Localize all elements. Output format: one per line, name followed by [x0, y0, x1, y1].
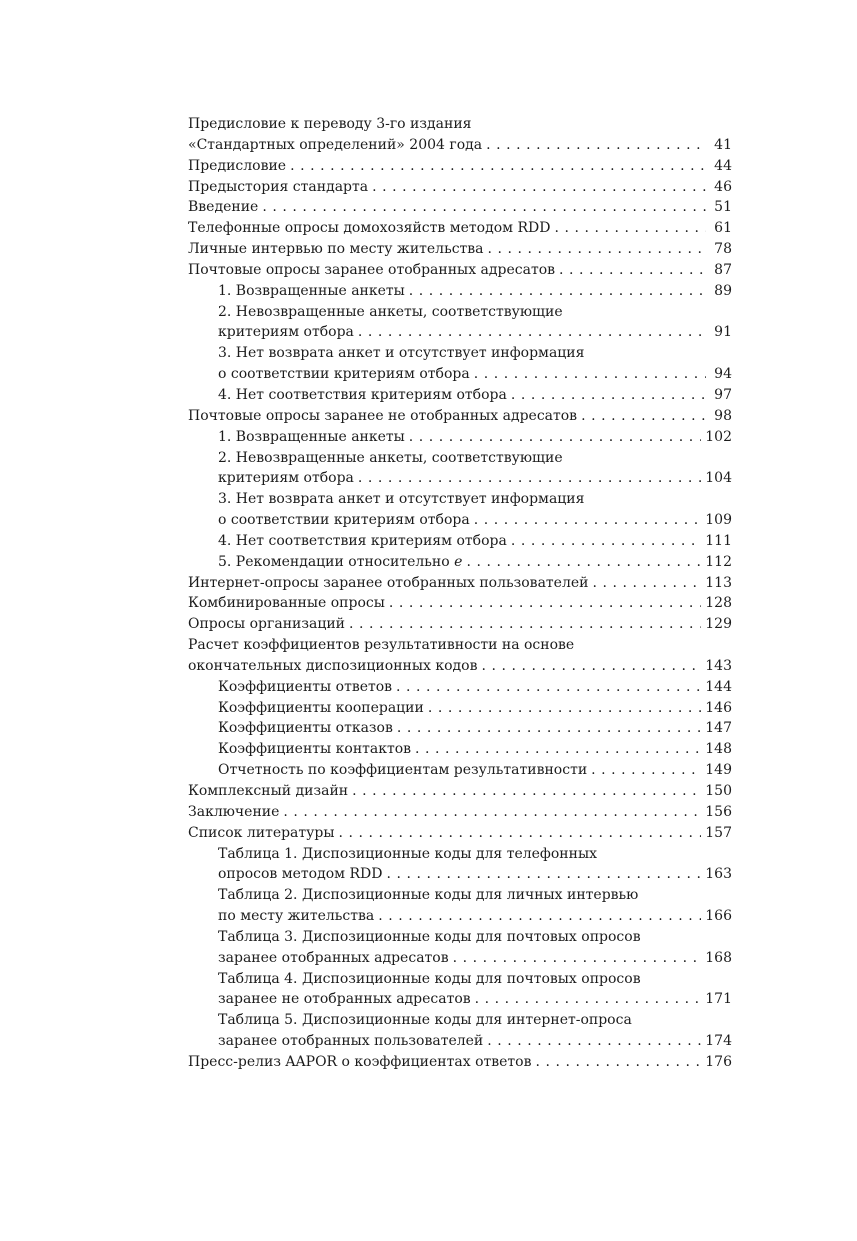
toc-entry-title-line: 2. Невозвращенные анкеты, соответствующие	[218, 303, 563, 320]
page-number: 128	[705, 595, 732, 612]
toc-entry-title	[188, 781, 348, 802]
toc-entry[interactable]	[188, 531, 732, 552]
toc-entry[interactable]	[188, 635, 732, 677]
page-number: 98	[714, 407, 732, 424]
toc-entry-row	[218, 1031, 732, 1052]
dot-leader	[559, 260, 706, 281]
toc-entry-title	[218, 698, 424, 719]
page-number: 97	[714, 386, 732, 403]
toc-entry-title	[218, 281, 405, 302]
toc-entry[interactable]	[188, 385, 732, 406]
toc-entry[interactable]	[188, 489, 732, 531]
toc-entry-title-text: Коэффициенты контактов	[218, 741, 412, 758]
toc-entry-title	[218, 364, 470, 385]
toc-entry-title	[188, 614, 345, 635]
toc-entry-title	[218, 510, 470, 531]
dot-leader	[428, 698, 701, 719]
toc-entry-title	[188, 177, 368, 198]
toc-entry-row	[218, 739, 732, 760]
page-number: 41	[714, 136, 732, 153]
dot-leader	[358, 322, 706, 343]
toc-entry-title-text: Отчетность по коэффициентам результативности	[218, 762, 588, 779]
toc-entry[interactable]	[188, 927, 732, 969]
toc-entry[interactable]	[188, 1052, 732, 1073]
dot-leader	[592, 573, 701, 594]
toc-entry-title	[218, 760, 587, 781]
page-number: 157	[705, 824, 732, 841]
toc-entry-title	[188, 197, 258, 218]
toc-entry-title-line: Предисловие к переводу 3-го издания	[188, 116, 472, 132]
toc-entry[interactable]	[188, 448, 732, 490]
toc-entry-title	[188, 135, 482, 156]
page-number: 144	[705, 678, 732, 695]
toc-entry-row	[218, 322, 732, 343]
dot-leader	[487, 1031, 701, 1052]
toc-entry-title-italic: e	[454, 553, 463, 570]
toc-entry-title	[218, 718, 393, 739]
dot-leader	[554, 218, 706, 239]
toc-entry-title-text: заранее отобранных пользователей	[218, 1033, 484, 1050]
dot-leader	[262, 197, 706, 218]
toc-entry[interactable]	[188, 614, 732, 635]
page-number: 91	[714, 324, 732, 341]
toc-entry-row	[218, 531, 732, 552]
toc-entry-row	[218, 677, 732, 698]
toc-entry-title	[218, 948, 449, 969]
page-number: 46	[714, 178, 732, 195]
dot-leader	[358, 468, 701, 489]
toc-entry-row	[218, 385, 732, 406]
toc-entry-title-text: 1. Возвращенные анкеты	[218, 282, 405, 299]
toc-entry[interactable]	[188, 802, 732, 823]
toc-entry-title-text: Коэффициенты отказов	[218, 720, 393, 737]
toc-entry[interactable]	[188, 844, 732, 886]
dot-leader	[488, 239, 706, 260]
toc-entry[interactable]	[188, 760, 732, 781]
toc-entry-title	[218, 322, 354, 343]
toc-entry[interactable]	[188, 573, 732, 594]
toc-entry-title	[218, 427, 405, 448]
page-number: 61	[714, 220, 732, 237]
toc-entry-title-line: Таблица 3. Диспозиционные коды для почтовых опросов	[218, 928, 641, 945]
dot-leader	[339, 823, 702, 844]
toc-entry-title-text: критериям отбора	[218, 470, 354, 487]
page-number: 143	[705, 657, 732, 674]
toc-entry[interactable]	[188, 177, 732, 198]
dot-leader	[372, 177, 706, 198]
toc-entry-row	[188, 406, 732, 427]
toc-entry-title-text: опросов методом RDD	[218, 866, 383, 883]
toc-entry-title-text: 4. Нет соответствия критериям отбора	[218, 532, 507, 549]
toc-entry-title	[188, 573, 588, 594]
toc-entry-title-line: Таблица 2. Диспозиционные коды для личных интервью	[218, 887, 639, 904]
toc-entry-title-text: 5. Рекомендации относительно	[218, 553, 455, 570]
toc-entry-title	[218, 906, 374, 927]
page-number: 104	[705, 470, 732, 487]
toc-entry-title	[188, 406, 577, 427]
toc-entry-title-text: Комбинированные опросы	[188, 595, 385, 612]
page-number: 44	[714, 157, 732, 174]
toc-entry[interactable]	[188, 885, 732, 927]
toc-entry[interactable]	[188, 718, 732, 739]
toc-entry-title	[188, 1052, 531, 1073]
toc-entry-title-text: Личные интервью по месту жительства	[188, 241, 484, 258]
toc-entry-title	[218, 739, 411, 760]
page-number: 129	[705, 616, 732, 633]
toc-entry-title-line: Таблица 4. Диспозиционные коды для почтовых опросов	[218, 970, 641, 987]
toc-entry-row	[218, 427, 732, 448]
toc-entry-title-text: Коэффициенты ответов	[218, 678, 393, 695]
toc-entry-title-text: Заключение	[188, 803, 280, 820]
toc-entry[interactable]	[188, 156, 732, 177]
page-number: 168	[705, 949, 732, 966]
toc-entry-row	[188, 781, 732, 802]
toc-entry-title	[188, 593, 385, 614]
toc-entry-row	[218, 760, 732, 781]
page-number: 109	[705, 512, 732, 529]
toc-entry-row	[218, 552, 732, 573]
toc-entry-title	[188, 802, 279, 823]
toc-entry-row	[218, 989, 732, 1010]
dot-leader	[481, 656, 701, 677]
dot-leader	[581, 406, 706, 427]
dot-leader	[283, 802, 701, 823]
page-number: 102	[705, 428, 732, 445]
dot-leader	[378, 906, 701, 927]
toc-entry-row	[188, 573, 732, 594]
toc-entry-title-text: Комплексный дизайн	[188, 783, 349, 799]
toc-entry-title-text: Почтовые опросы заранее не отобранных адресатов	[188, 407, 578, 424]
toc-entry-title-line: Таблица 5. Диспозиционные коды для интернет-опроса	[218, 1012, 632, 1029]
toc-entry[interactable]	[188, 260, 732, 281]
page-number: 176	[705, 1053, 732, 1070]
toc-entry-title-text: 1. Возвращенные анкеты	[218, 428, 405, 445]
dot-leader	[415, 739, 701, 760]
page-number: 113	[705, 574, 732, 591]
dot-leader	[511, 531, 701, 552]
toc-entry-title-text: Предыстория стандарта	[188, 178, 369, 195]
toc-entry-title-text: Телефонные опросы домохозяйств методом RDD	[188, 220, 551, 237]
toc-entry-row	[218, 906, 732, 927]
toc-entry-row	[218, 698, 732, 719]
page-number: 112	[705, 553, 732, 570]
toc-entry-title-text: критериям отбора	[218, 324, 354, 341]
toc-entry[interactable]	[188, 969, 732, 1011]
dot-leader	[511, 385, 706, 406]
dot-leader	[591, 760, 701, 781]
toc-entry-row	[188, 614, 732, 635]
toc-entry[interactable]	[188, 406, 732, 427]
toc-entry-title	[188, 823, 335, 844]
toc-entry-title-text: Опросы организаций	[188, 616, 346, 633]
toc-entry-title	[188, 239, 484, 260]
dot-leader	[409, 281, 706, 302]
toc-entry-title	[218, 531, 507, 552]
dot-leader	[486, 135, 706, 156]
toc-entry-row	[218, 510, 732, 531]
toc-entry-title	[188, 218, 550, 239]
toc-entry-title-text: окончательных диспозиционных кодов	[188, 657, 478, 674]
dot-leader	[349, 614, 701, 635]
toc-entry-title-text: заранее не отобранных адресатов	[218, 991, 471, 1008]
toc-entry[interactable]	[188, 114, 732, 156]
dot-leader	[453, 948, 702, 969]
toc-entry[interactable]	[188, 302, 732, 344]
table-of-contents	[188, 114, 732, 1073]
page-number: 148	[705, 741, 732, 758]
dot-leader	[535, 1052, 701, 1073]
toc-entry-title-line: Расчет коэффициентов результативности на основе	[188, 637, 575, 654]
toc-entry-row	[188, 135, 732, 156]
toc-entry-title-text: о соответствии критериям отбора	[218, 366, 470, 383]
toc-entry[interactable]	[188, 197, 732, 218]
dot-leader	[466, 552, 701, 573]
toc-entry-title-text: Интернет-опросы заранее отобранных пользователей	[188, 574, 589, 591]
toc-entry-title	[218, 989, 471, 1010]
dot-leader	[290, 156, 706, 177]
toc-entry[interactable]	[188, 552, 732, 573]
page-number: 149	[705, 762, 732, 779]
toc-entry-row	[188, 1052, 732, 1073]
toc-entry-row	[218, 864, 732, 885]
toc-entry-row	[218, 468, 732, 489]
toc-entry-title-text: о соответствии критериям отбора	[218, 512, 470, 529]
dot-leader	[386, 864, 701, 885]
toc-entry-title-text: Список литературы	[188, 824, 335, 841]
dot-leader	[409, 427, 701, 448]
toc-entry-row	[188, 593, 732, 614]
toc-entry-title-text: «Стандартных определений» 2004 года	[188, 136, 483, 153]
toc-entry-title	[218, 468, 354, 489]
toc-entry-row	[218, 281, 732, 302]
toc-entry-row	[218, 718, 732, 739]
page-number: 51	[714, 199, 732, 216]
toc-entry-title-text: Пресс-релиз AAPOR о коэффициентах ответов	[188, 1053, 532, 1070]
toc-entry-title-text: Предисловие	[188, 157, 287, 174]
page-number: 171	[705, 991, 732, 1008]
page-number: 87	[714, 261, 732, 278]
toc-entry-row	[188, 823, 732, 844]
toc-entry-row	[188, 197, 732, 218]
page-number: 150	[705, 783, 732, 799]
toc-entry[interactable]	[188, 698, 732, 719]
page-number: 156	[705, 803, 732, 820]
toc-entry-title-line: 2. Невозвращенные анкеты, соответствующие	[218, 449, 563, 466]
toc-entry-row	[188, 156, 732, 177]
toc-entry[interactable]	[188, 781, 732, 802]
dot-leader	[474, 510, 702, 531]
toc-entry[interactable]	[188, 239, 732, 260]
toc-entry-row	[188, 239, 732, 260]
toc-entry-title	[218, 677, 392, 698]
toc-entry-title-text: Коэффициенты кооперации	[218, 699, 424, 716]
page-number: 89	[714, 282, 732, 299]
toc-entry-title-text: Почтовые опросы заранее отобранных адресатов	[188, 261, 556, 278]
toc-entry-title	[188, 260, 555, 281]
toc-entry[interactable]	[188, 677, 732, 698]
toc-entry-title	[218, 385, 507, 406]
toc-entry[interactable]	[188, 427, 732, 448]
toc-entry-title	[218, 864, 382, 885]
toc-entry-row	[188, 177, 732, 198]
toc-entry-row	[218, 948, 732, 969]
dot-leader	[352, 781, 701, 802]
toc-entry-title-line: 3. Нет возврата анкет и отсутствует информация	[218, 491, 585, 508]
toc-entry[interactable]	[188, 593, 732, 614]
toc-entry[interactable]	[188, 1010, 732, 1052]
toc-entry-title	[218, 1031, 483, 1052]
toc-entry-row	[188, 802, 732, 823]
page-number: 174	[705, 1033, 732, 1050]
dot-leader	[396, 677, 701, 698]
toc-entry-title-line: 3. Нет возврата анкет и отсутствует информация	[218, 345, 585, 362]
toc-entry-title-text: заранее отобранных адресатов	[218, 949, 449, 966]
page-number: 166	[705, 908, 732, 925]
toc-entry[interactable]	[188, 343, 732, 385]
toc-entry-title-text: Введение	[188, 199, 259, 216]
dot-leader	[475, 989, 702, 1010]
page-number: 163	[705, 866, 732, 883]
page-number: 78	[714, 241, 732, 258]
toc-entry-title	[188, 156, 286, 177]
page-number: 94	[714, 366, 732, 383]
toc-entry[interactable]	[188, 823, 732, 844]
dot-leader	[474, 364, 706, 385]
toc-entry-title	[218, 552, 462, 573]
toc-entry-row	[188, 260, 732, 281]
toc-entry[interactable]	[188, 281, 732, 302]
toc-entry-title-line: Таблица 1. Диспозиционные коды для телефонных	[218, 845, 598, 862]
toc-entry-row	[218, 364, 732, 385]
page-number: 147	[705, 720, 732, 737]
toc-entry-title-text: 4. Нет соответствия критериям отбора	[218, 386, 507, 403]
toc-entry-row	[188, 656, 732, 677]
toc-entry-title-text: по месту жительства	[218, 908, 375, 925]
toc-entry[interactable]	[188, 739, 732, 760]
page-number: 146	[705, 699, 732, 716]
dot-leader	[397, 718, 701, 739]
toc-entry-row	[188, 218, 732, 239]
dot-leader	[389, 593, 701, 614]
page-number: 111	[705, 532, 732, 549]
toc-entry[interactable]	[188, 218, 732, 239]
toc-entry-title	[188, 656, 477, 677]
